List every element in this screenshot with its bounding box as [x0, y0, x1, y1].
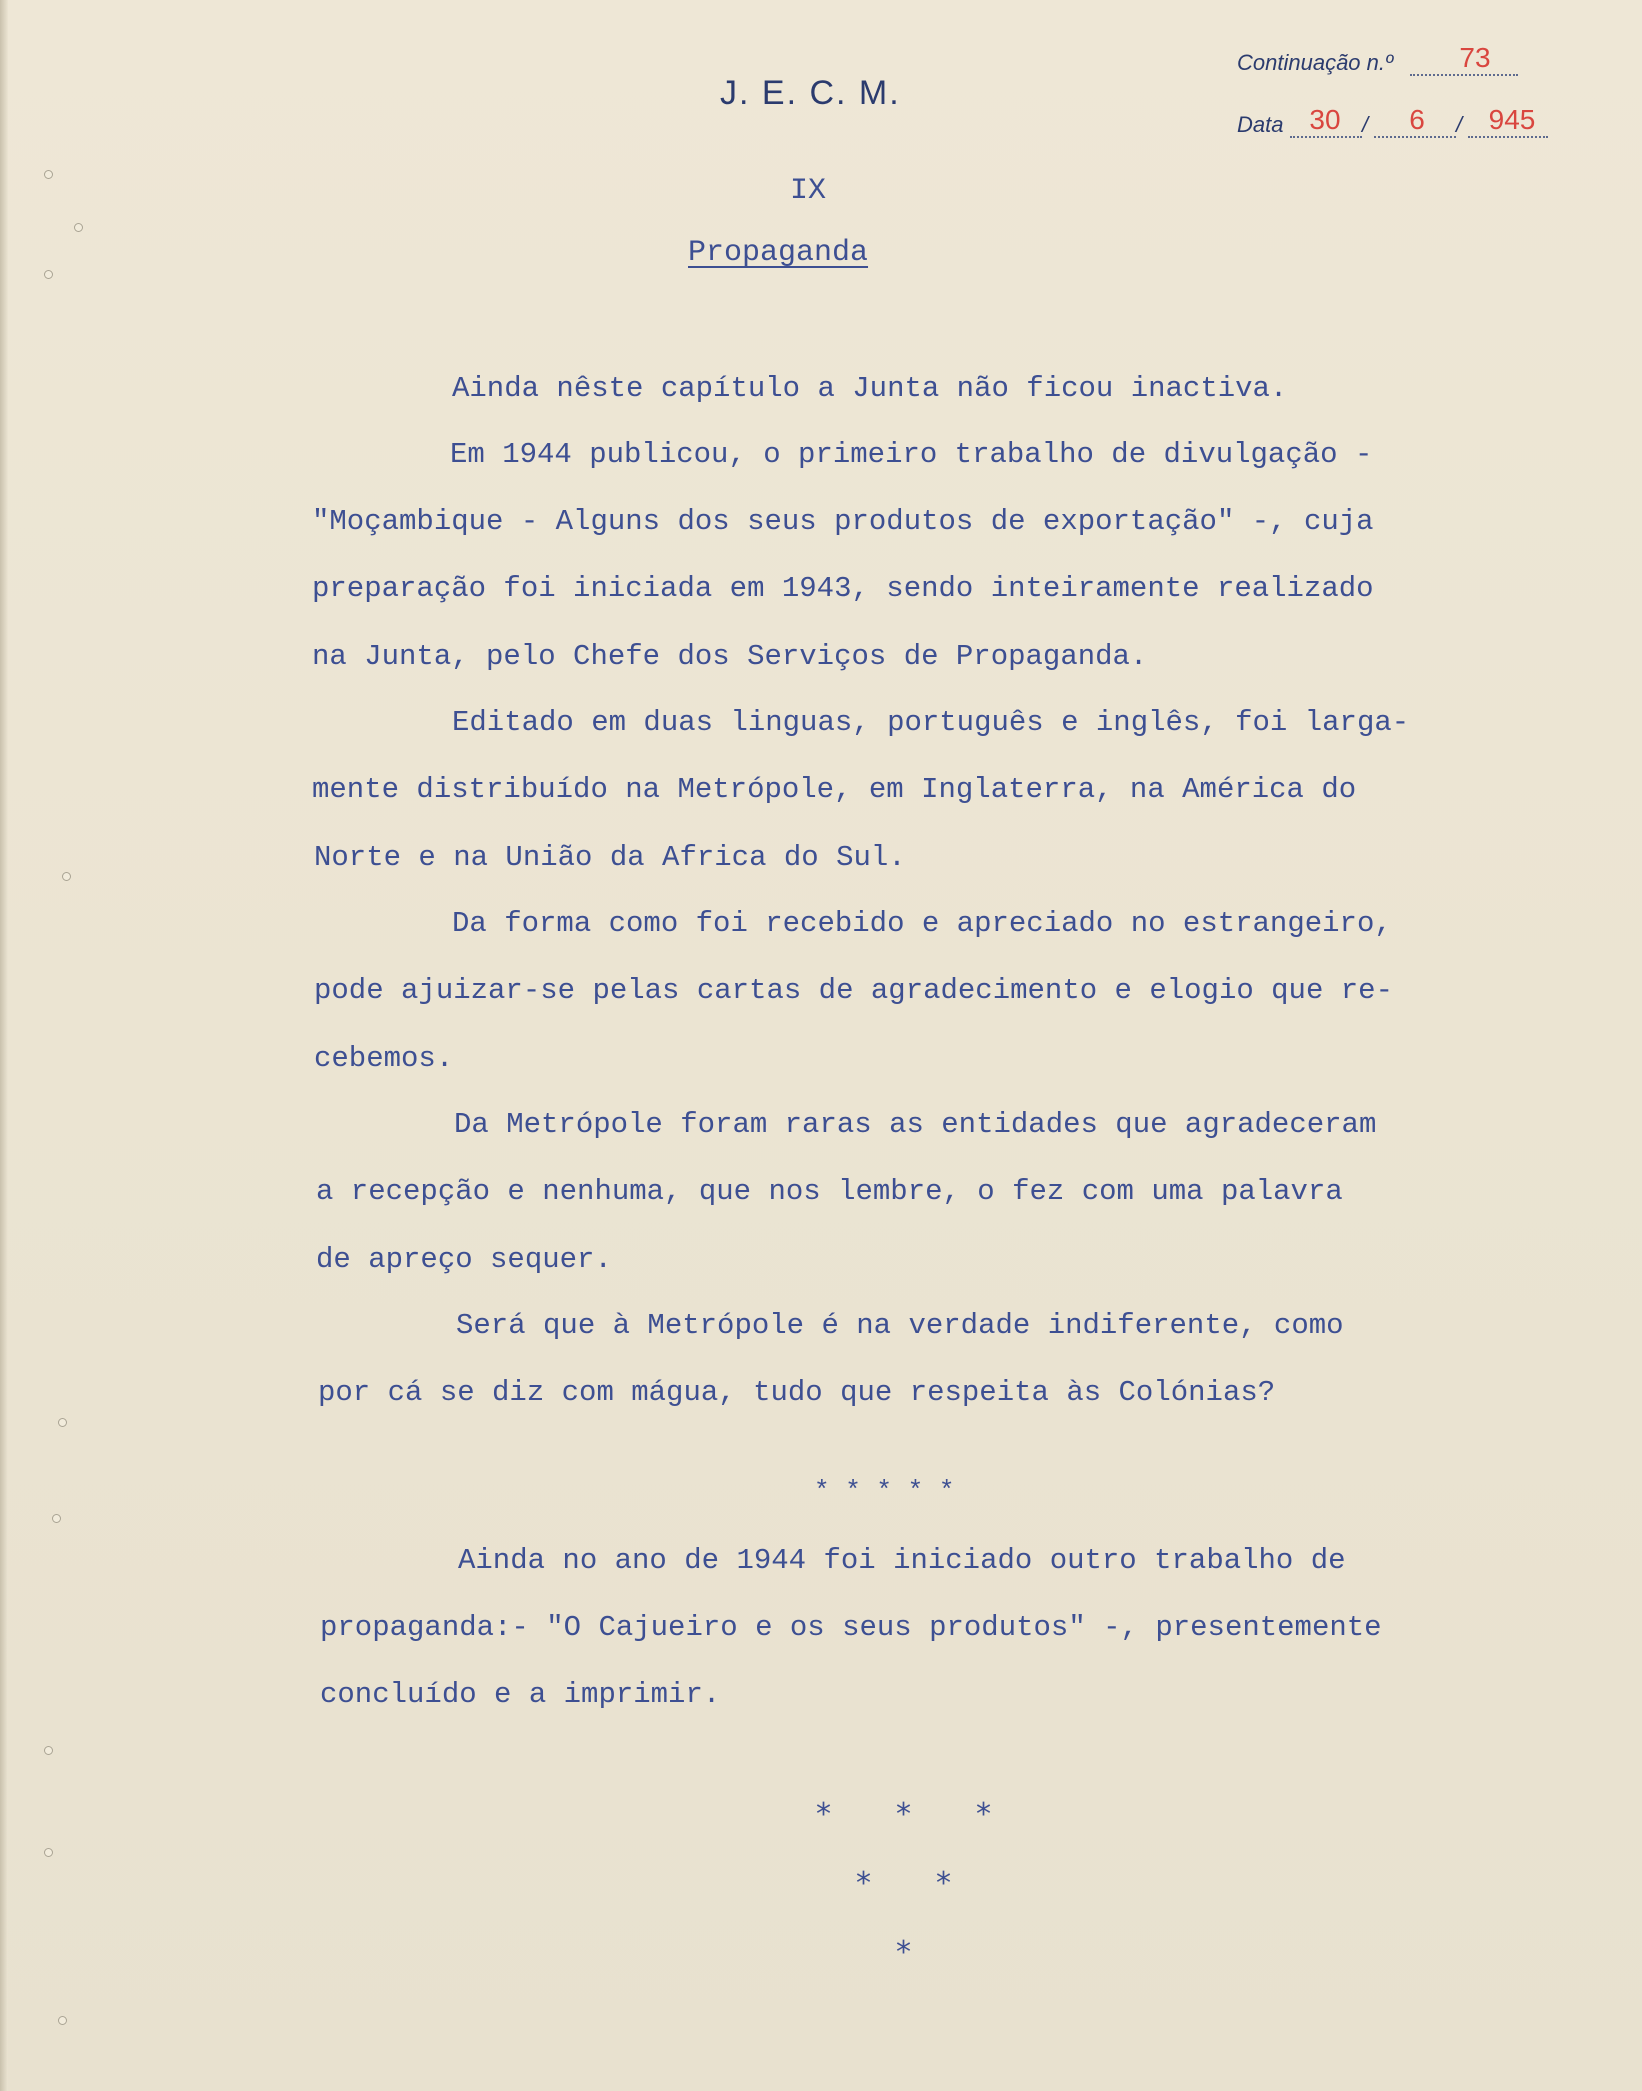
body-line: propaganda:- "O Cajueiro e os seus produtos" -, presentemente: [320, 1611, 1382, 1644]
body-line: Em 1944 publicou, o primeiro trabalho de divulgação -: [450, 438, 1373, 471]
body-line: Ainda no ano de 1944 foi iniciado outro trabalho de: [458, 1544, 1346, 1577]
body-line: Editado em duas linguas, português e inglês, foi larga-: [452, 706, 1410, 739]
binder-hole: [58, 1418, 67, 1427]
body-line: por cá se diz com mágua, tudo que respeita às Colónias?: [318, 1376, 1276, 1409]
closing-star: *: [896, 1797, 911, 1832]
body-line: mente distribuído na Metrópole, em Inglaterra, na América do: [312, 773, 1357, 806]
body-line: Norte e na União da Africa do Sul.: [314, 841, 906, 874]
body-line: a recepção e nenhuma, que nos lembre, o fez com uma palavra: [316, 1175, 1343, 1208]
body-line: pode ajuizar-se pelas cartas de agradecimento e elogio que re-: [314, 974, 1393, 1007]
closing-star: *: [816, 1797, 831, 1832]
binder-hole: [52, 1514, 61, 1523]
page-edge: [0, 0, 8, 2091]
binder-hole: [44, 1848, 53, 1857]
continuation-number: 73: [1459, 42, 1491, 73]
body-line: na Junta, pelo Chefe dos Serviços de Propaganda.: [312, 640, 1148, 673]
continuation-line: [1410, 74, 1518, 76]
date-year: 945: [1488, 104, 1536, 135]
date-separator: /: [1456, 112, 1463, 137]
body-line: Da forma como foi recebido e apreciado no estrangeiro,: [452, 907, 1392, 940]
closing-star: *: [976, 1797, 991, 1832]
binder-hole: [58, 2016, 67, 2025]
page-title: Propaganda: [688, 236, 869, 270]
binder-hole: [44, 170, 53, 179]
body-line: Ainda nêste capítulo a Junta não ficou inactiva.: [452, 372, 1288, 405]
closing-star: *: [856, 1866, 871, 1901]
binder-hole: [44, 1746, 53, 1755]
org-header: J. E. C. M.: [720, 74, 901, 112]
date-label: Data: [1237, 112, 1284, 137]
binder-hole: [62, 872, 71, 881]
date-day: 30: [1309, 104, 1341, 135]
binder-hole: [74, 223, 83, 232]
date-month: 6: [1409, 104, 1425, 135]
date-line-month: [1374, 136, 1456, 138]
body-line: "Moçambique - Alguns dos seus produtos de exportação" -, cuja: [312, 505, 1374, 538]
date-line-day: [1290, 136, 1362, 138]
binder-hole: [44, 270, 53, 279]
body-line: concluído e a imprimir.: [320, 1678, 721, 1711]
date-line-year: [1468, 136, 1548, 138]
date-separator: /: [1362, 112, 1369, 137]
closing-star: *: [936, 1866, 951, 1901]
chapter-number: IX: [790, 174, 827, 208]
body-line: Da Metrópole foram raras as entidades que agradeceram: [454, 1108, 1377, 1141]
section-separator: * * * * *: [814, 1476, 955, 1506]
body-line: Será que à Metrópole é na verdade indiferente, como: [456, 1309, 1344, 1342]
closing-star: *: [896, 1935, 911, 1970]
continuation-label: Continuação n.º: [1237, 50, 1394, 75]
body-line: de apreço sequer.: [316, 1243, 612, 1276]
body-line: preparação foi iniciada em 1943, sendo inteiramente realizado: [312, 572, 1374, 605]
body-line: cebemos.: [314, 1042, 454, 1075]
